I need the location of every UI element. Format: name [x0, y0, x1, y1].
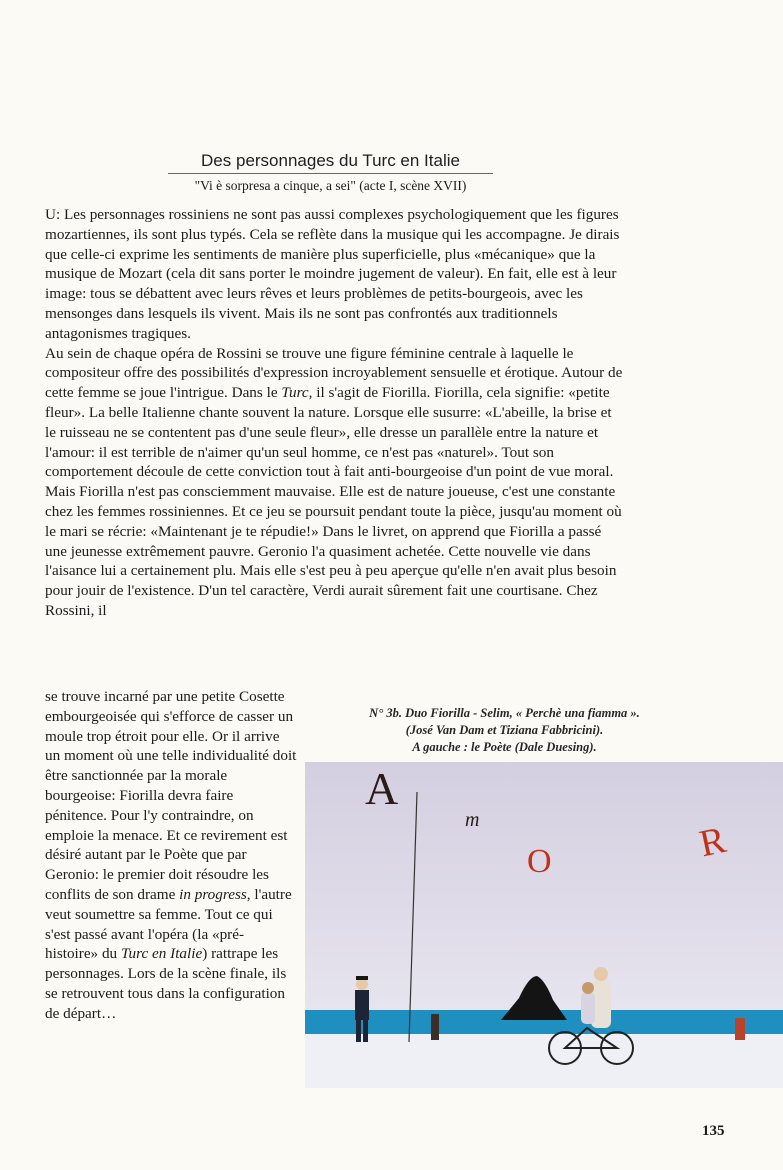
continued-italic-2: Turc en Italie	[120, 945, 203, 963]
paragraph-1: U: Les personnages rossiniens ne sont pas aussi complexes psychologiquement que les figures mozartiennes, ils sont plus typés. Cela se reflète dans la musique qui les accompagne. Je dirais que celle-ci exprime les sentiments de manière plus superficielle, plus «mécanique» que la musique de Mozart (cela dit sans porter le moindre jugement de valeur). En fait, elle est à leur image: tous se débattent avec leurs rêves et leurs problèmes de petits-bourgeois, avec les mensonges dans lesquels ils vivent. Mais ils ne sont pas confrontés aux traditionnels antagonismes tragiques.	[45, 206, 620, 342]
caption-line-1: N° 3b. Duo Fiorilla - Selim, « Perchè una fiamma ».	[369, 706, 640, 720]
continued-part-3: ) rattrape les personnages. Lors de la scène finale, ils se retrouvent tous dans la configuration de départ…	[45, 945, 287, 1022]
section-heading: Des personnages du Turc en Italie	[168, 150, 493, 174]
article-body	[45, 205, 625, 621]
photo-letter-o: O	[527, 843, 552, 880]
paragraph-2-intro: Au sein de chaque opéra de Rossini se trouve une figure féminine centrale à laquelle le compositeur offre des possibilités d'expression incroyablement sensuelle et érotique. Autour de cette femme se joue l'intrigue. Dans le	[45, 344, 623, 402]
continued-part-1: se trouve incarné par une petite Cosette embourgeoisée qui s'efforce de casser un moule trop étroit pour elle. Or il arrive un moment où une telle individualité doit être sanctionnée par la morale bourgeoise: Fiorilla devra faire pénitence. Pour l'y contraindre, on emploie la menace. Et ce revirement est désiré autant par le Poète que par Geronio: le premier doit résoudre les conflits de son drame	[45, 688, 297, 903]
photo-floor	[305, 1034, 783, 1088]
paragraph-2	[45, 344, 625, 621]
page-number: 135	[702, 1123, 725, 1139]
photo-caption	[322, 705, 687, 756]
paragraph-2-continued	[45, 687, 297, 1024]
article-body-continued	[45, 687, 297, 1024]
caption-line-2: (José Van Dam et Tiziana Fabbricini).	[405, 723, 604, 737]
paragraph-2-italic: Turc	[281, 384, 309, 402]
caption-line-3: A gauche : le Poète (Dale Duesing).	[412, 740, 597, 754]
photo-letter-m: m	[465, 809, 480, 831]
continued-italic-1: in progress	[179, 885, 247, 903]
photo-post-left	[431, 1014, 439, 1040]
section-subheading: "Vi è sorpresa a cinque, a sei" (acte I, scène XVII)	[194, 178, 467, 193]
stage-photo	[305, 762, 783, 1088]
photo-letter-r: R	[695, 818, 730, 866]
continued-part-2: , l'autre veut soumettre sa femme. Tout ce qui s'est passé avant l'opéra (la «pré-histoire» du	[45, 885, 292, 963]
photo-letter-a: A	[365, 763, 399, 814]
paragraph-2-main: , il s'agit de Fiorilla. Fiorilla, cela signifie: «petite fleur». La belle Italienne chante souvent la nature. Lorsque elle susurre: «L'abeille, la brise et le ruisseau ne se contentent pas d'une seule fleur», elle dresse un parallèle entre la nature et l'amour: il est terrible de n'aimer qu'un seul homme, ce n'est pas «naturel». Tout son comportement découle de cette conviction tout à fait anti-bourgeoise d'un point de vue moral. Mais Fiorilla n'est pas consciemment mauvaise. Elle est de nature joueuse, c'est une constante chez les femmes rossiniennes. Et ce jeu se poursuit pendant toute la pièce, jusqu'au moment où le mari se récrie: «Maintenant je te répudie!» Dans le livret, on apprend que Fiorilla a passé une jeunesse extrêmement pauvre. Geronio l'a quasiment achetée. Cette nouvelle vie dans l'aisance lui a certainement plu. Mais elle s'est peu à peu aperçue qu'elle n'en avait plus besoin pour jouir de l'existence. D'un tel caractère, Verdi aurait sûrement fait une courtisane. Chez Rossini, il	[45, 384, 622, 619]
photo-buoy-right	[735, 1018, 745, 1040]
